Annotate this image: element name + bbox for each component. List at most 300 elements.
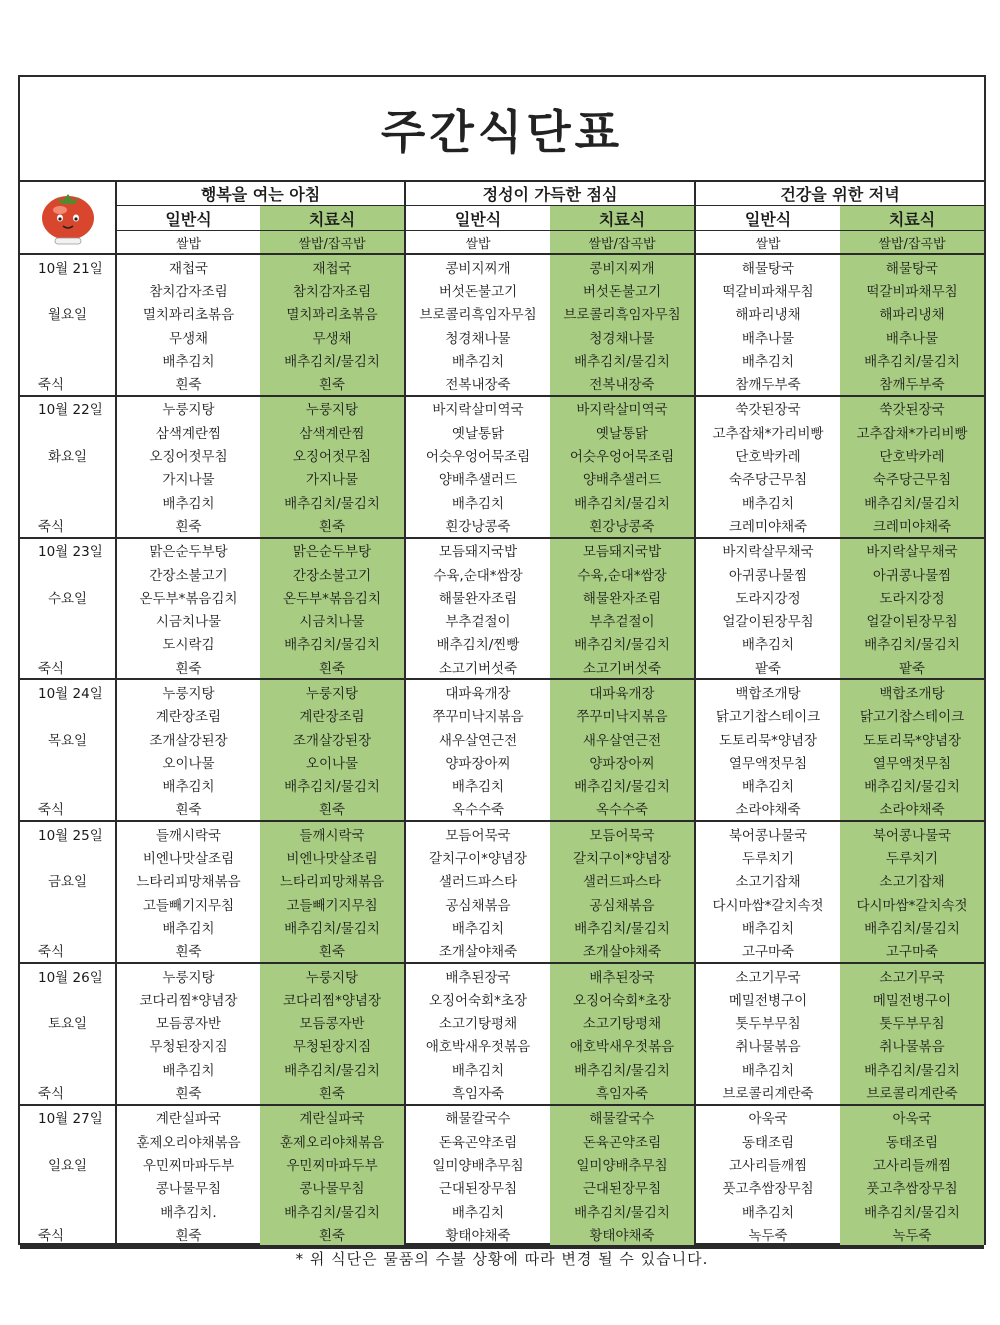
porridge-label: 죽식 <box>20 939 116 963</box>
breakfast-normal-dish: 배추김치 <box>116 774 260 797</box>
dinner-normal-dish: 배추김치 <box>695 348 840 371</box>
day-date: 10월 26일 <box>38 969 103 986</box>
dinner-therapy-dish: 참깨두부죽 <box>840 371 984 395</box>
breakfast-therapy-dish: 콩나물무침 <box>260 1176 405 1199</box>
lunch-normal-dish: 새우살연근전 <box>405 727 550 750</box>
dinner-therapy-dish: 팥죽 <box>840 655 984 679</box>
dinner-normal-dish: 고구마죽 <box>695 939 840 963</box>
menu-row <box>20 987 984 1010</box>
menu-row <box>20 632 984 655</box>
dinner-therapy-header: 치료식 <box>840 206 984 231</box>
lunch-therapy-dish: 새우살연근전 <box>550 727 695 750</box>
lunch-therapy-dish: 배추김치/물김치 <box>550 774 695 797</box>
lunch-normal-dish: 소고기버섯죽 <box>405 655 550 679</box>
dinner-normal-dish: 소고기무국 <box>695 963 840 987</box>
breakfast-therapy-dish: 삼색계란찜 <box>260 420 405 443</box>
day-label-empty <box>20 1057 116 1080</box>
day-weekday: 월요일 <box>47 307 88 324</box>
day-label-empty <box>20 987 116 1010</box>
breakfast-normal-dish: 비엔나맛살조림 <box>116 845 260 868</box>
lunch-normal-dish: 애호박새우젓볶음 <box>405 1034 550 1057</box>
lunch-therapy-dish: 소고기탕평채 <box>550 1011 695 1034</box>
breakfast-normal-dish: 가지나물 <box>116 467 260 490</box>
breakfast-normal-dish: 무생채 <box>116 325 260 348</box>
lunch-normal-dish: 조개살야채죽 <box>405 939 550 963</box>
dinner-normal-dish: 바지락살무채국 <box>695 538 840 562</box>
breakfast-normal-dish: 코다리찜*양념장 <box>116 987 260 1010</box>
dinner-normal-dish: 다시마쌈*갈치속젓 <box>695 892 840 915</box>
breakfast-normal-dish: 간장소불고기 <box>116 562 260 585</box>
dinner-therapy-dish: 풋고추쌈장무침 <box>840 1176 984 1199</box>
lunch-therapy-dish: 근대된장무침 <box>550 1176 695 1199</box>
breakfast-normal-dish: 느타리피망채볶음 <box>116 869 260 892</box>
day-weekday: 수요일 <box>47 590 88 607</box>
tomato-mascot-icon <box>33 186 103 246</box>
dinner-therapy-dish: 배추김치/물김치 <box>840 1199 984 1222</box>
menu-row <box>20 254 984 278</box>
day-label-empty <box>20 1176 116 1199</box>
day-date: 10월 22일 <box>38 402 103 419</box>
dinner-normal-dish: 배추김치 <box>695 1057 840 1080</box>
day-label-empty <box>20 1199 116 1222</box>
dinner-normal-dish: 닭고기찹스테이크 <box>695 704 840 727</box>
lunch-header: 정성이 가득한 점심 <box>405 182 695 206</box>
breakfast-therapy-dish: 재첩국 <box>260 254 405 278</box>
lunch-therapy-dish: 일미양배추무침 <box>550 1152 695 1175</box>
lunch-normal-dish: 배추김치 <box>405 774 550 797</box>
menu-row <box>20 1057 984 1080</box>
lunch-therapy-dish: 양파장아찌 <box>550 750 695 773</box>
breakfast-therapy-dish: 누룽지탕 <box>260 963 405 987</box>
day-date: 10월 23일 <box>38 544 103 561</box>
breakfast-therapy-dish: 가지나물 <box>260 467 405 490</box>
day-label-empty <box>20 348 116 371</box>
day-weekday: 금요일 <box>47 874 88 891</box>
lunch-normal-dish: 배추김치 <box>405 1057 550 1080</box>
porridge-label: 죽식 <box>20 513 116 537</box>
lunch-normal-dish: 흑임자죽 <box>405 1080 550 1104</box>
dinner-normal-dish: 소라야채죽 <box>695 797 840 821</box>
day-label-empty <box>20 1129 116 1152</box>
breakfast-normal-dish: 조개살강된장 <box>116 727 260 750</box>
breakfast-therapy-dish: 흰죽 <box>260 513 405 537</box>
breakfast-normal-dish: 재첩국 <box>116 254 260 278</box>
day-label-empty <box>20 420 116 443</box>
breakfast-therapy-dish: 누룽지탕 <box>260 396 405 420</box>
breakfast-normal-dish: 맑은순두부탕 <box>116 538 260 562</box>
menu-row <box>20 538 984 562</box>
porridge-label: 죽식 <box>20 371 116 395</box>
dinner-normal-dish: 배추김치 <box>695 632 840 655</box>
menu-row <box>20 1034 984 1057</box>
day-label-empty <box>20 278 116 301</box>
lunch-therapy-dish: 어슷우엉어묵조림 <box>550 443 695 466</box>
lunch-normal-dish: 어슷우엉어묵조림 <box>405 443 550 466</box>
menu-row <box>20 845 984 868</box>
dinner-therapy-dish: 아귀콩나물찜 <box>840 562 984 585</box>
breakfast-therapy-dish: 모듬콩자반 <box>260 1011 405 1034</box>
menu-row <box>20 704 984 727</box>
dinner-therapy-dish: 동태조림 <box>840 1129 984 1152</box>
breakfast-normal-dish: 콩나물무침 <box>116 1176 260 1199</box>
menu-row <box>20 1011 984 1034</box>
lunch-therapy-dish: 배추김치/물김치 <box>550 915 695 938</box>
dinner-therapy-dish: 북어콩나물국 <box>840 821 984 845</box>
dinner-normal-dish: 도토리묵*양념장 <box>695 727 840 750</box>
breakfast-therapy-dish: 배추김치/물김치 <box>260 1057 405 1080</box>
dinner-normal-dish: 참깨두부죽 <box>695 371 840 395</box>
dinner-normal-dish: 백합조개탕 <box>695 679 840 703</box>
footer-note: * 위 식단은 물품의 수불 상황에 따라 변경 될 수 있습니다. <box>20 1247 984 1269</box>
lunch-therapy-dish: 배추김치/물김치 <box>550 1199 695 1222</box>
dinner-therapy-dish: 쑥갓된장국 <box>840 396 984 420</box>
day-label-empty <box>20 490 116 513</box>
lunch-therapy-dish: 대파육개장 <box>550 679 695 703</box>
breakfast-therapy-dish: 간장소불고기 <box>260 562 405 585</box>
dinner-normal-dish: 해파리냉채 <box>695 302 840 325</box>
lunch-therapy-dish: 쭈꾸미낙지볶음 <box>550 704 695 727</box>
breakfast-normal-dish: 배추김치 <box>116 1057 260 1080</box>
lunch-therapy-dish: 해물칼국수 <box>550 1105 695 1129</box>
dinner-normal-dish: 얼갈이된장무침 <box>695 608 840 631</box>
lunch-normal-dish: 일미양배추무침 <box>405 1152 550 1175</box>
breakfast-therapy-dish: 고들빼기지무침 <box>260 892 405 915</box>
lunch-therapy-dish: 갈치구이*양념장 <box>550 845 695 868</box>
dinner-therapy-dish: 해파리냉채 <box>840 302 984 325</box>
dinner-therapy-dish: 배추김치/물김치 <box>840 490 984 513</box>
lunch-normal-dish: 모듬돼지국밥 <box>405 538 550 562</box>
dinner-therapy-dish: 배추나물 <box>840 325 984 348</box>
menu-row <box>20 750 984 773</box>
lunch-normal-dish: 모듬어묵국 <box>405 821 550 845</box>
day-label-empty <box>20 892 116 915</box>
breakfast-normal-dish: 누룽지탕 <box>116 396 260 420</box>
dinner-normal-dish: 해물탕국 <box>695 254 840 278</box>
dinner-therapy-dish: 녹두죽 <box>840 1222 984 1246</box>
breakfast-normal-dish: 시금치나물 <box>116 608 260 631</box>
dinner-therapy-dish: 아욱국 <box>840 1105 984 1129</box>
menu-row <box>20 939 984 963</box>
dinner-therapy-dish: 배추김치/물김치 <box>840 774 984 797</box>
lunch-normal-dish: 전복내장죽 <box>405 371 550 395</box>
breakfast-normal-dish: 흰죽 <box>116 371 260 395</box>
day-label-empty <box>20 845 116 868</box>
dinner-normal-dish: 아귀콩나물찜 <box>695 562 840 585</box>
breakfast-normal-dish: 오이나물 <box>116 750 260 773</box>
day-label-empty <box>20 632 116 655</box>
dinner-normal-dish: 배추김치 <box>695 915 840 938</box>
breakfast-therapy-header: 치료식 <box>260 206 405 231</box>
menu-row <box>20 371 984 395</box>
breakfast-normal-header: 일반식 <box>116 206 260 231</box>
lunch-normal-dish: 배추김치 <box>405 348 550 371</box>
lunch-normal-dish: 콩비지찌개 <box>405 254 550 278</box>
lunch-therapy-dish: 부추겉절이 <box>550 608 695 631</box>
menu-row <box>20 774 984 797</box>
dinner-normal-dish: 소고기잡채 <box>695 869 840 892</box>
lunch-normal-dish: 흰강낭콩죽 <box>405 513 550 537</box>
breakfast-normal-dish: 모듬콩자반 <box>116 1011 260 1034</box>
dinner-normal-dish: 팥죽 <box>695 655 840 679</box>
dinner-therapy-dish: 바지락살무채국 <box>840 538 984 562</box>
breakfast-normal-dish: 고들빼기지무침 <box>116 892 260 915</box>
weekly-menu-sheet <box>18 75 986 1269</box>
dinner-therapy-dish: 메밀전병구이 <box>840 987 984 1010</box>
diet-kind-row <box>20 206 984 231</box>
lunch-normal-dish: 수육,순대*쌈장 <box>405 562 550 585</box>
lunch-normal-dish: 공심채볶음 <box>405 892 550 915</box>
day-date: 10월 21일 <box>38 260 103 277</box>
lunch-normal-dish: 배추김치 <box>405 490 550 513</box>
menu-row <box>20 490 984 513</box>
lunch-therapy-dish: 배추김치/물김치 <box>550 1057 695 1080</box>
breakfast-therapy-dish: 오징어젓무침 <box>260 443 405 466</box>
dinner-normal-dish: 아욱국 <box>695 1105 840 1129</box>
menu-row <box>20 396 984 420</box>
dinner-therapy-dish: 고구마죽 <box>840 939 984 963</box>
breakfast-normal-dish: 우민찌마파두부 <box>116 1152 260 1175</box>
menu-row <box>20 1199 984 1222</box>
breakfast-normal-dish: 흰죽 <box>116 939 260 963</box>
lunch-normal-dish: 옛날통닭 <box>405 420 550 443</box>
dinner-normal-dish: 동태조림 <box>695 1129 840 1152</box>
menu-row <box>20 963 984 987</box>
dinner-normal-dish: 떡갈비파채무침 <box>695 278 840 301</box>
menu-row <box>20 1152 984 1175</box>
lunch-normal-dish: 돈육곤약조림 <box>405 1129 550 1152</box>
dinner-therapy-dish: 숙주당근무침 <box>840 467 984 490</box>
porridge-label: 죽식 <box>20 1222 116 1246</box>
breakfast-normal-dish: 흰죽 <box>116 797 260 821</box>
dinner-therapy-dish: 단호박카레 <box>840 443 984 466</box>
breakfast-therapy-dish: 들깨시락국 <box>260 821 405 845</box>
porridge-label: 죽식 <box>20 1080 116 1104</box>
lunch-normal-dish: 부추겉절이 <box>405 608 550 631</box>
breakfast-therapy-dish: 배추김치/물김치 <box>260 348 405 371</box>
menu-row <box>20 679 984 703</box>
day-weekday: 화요일 <box>47 449 88 466</box>
dinner-therapy-dish: 두루치기 <box>840 845 984 868</box>
menu-row <box>20 1222 984 1246</box>
breakfast-therapy-dish: 계란실파국 <box>260 1105 405 1129</box>
menu-row <box>20 325 984 348</box>
dinner-normal-dish: 단호박카레 <box>695 443 840 466</box>
lunch-therapy-dish: 황태야채죽 <box>550 1222 695 1246</box>
page-title: 주간식단표 <box>380 104 624 159</box>
breakfast-therapy-dish: 맑은순두부탕 <box>260 538 405 562</box>
lunch-normal-dish: 소고기탕평채 <box>405 1011 550 1034</box>
breakfast-therapy-dish: 무청된장지짐 <box>260 1034 405 1057</box>
menu-row <box>20 727 984 750</box>
dinner-normal-header: 일반식 <box>695 206 840 231</box>
breakfast-normal-dish: 배추김치 <box>116 915 260 938</box>
lunch-therapy-dish: 청경채나물 <box>550 325 695 348</box>
breakfast-therapy-dish: 흰죽 <box>260 1222 405 1246</box>
menu-row <box>20 1176 984 1199</box>
breakfast-therapy-dish: 온두부*볶음김치 <box>260 585 405 608</box>
breakfast-normal-dish: 도시락김 <box>116 632 260 655</box>
day-label-empty <box>20 467 116 490</box>
dinner-therapy-rice: 쌀밥/잡곡밥 <box>840 231 984 255</box>
breakfast-normal-dish: 계란장조림 <box>116 704 260 727</box>
menu-row <box>20 585 984 608</box>
breakfast-therapy-rice: 쌀밥/잡곡밥 <box>260 231 405 255</box>
day-label-empty <box>20 915 116 938</box>
dinner-normal-dish: 북어콩나물국 <box>695 821 840 845</box>
dinner-therapy-dish: 다시마쌈*갈치속젓 <box>840 892 984 915</box>
porridge-label: 죽식 <box>20 655 116 679</box>
dinner-therapy-dish: 닭고기찹스테이크 <box>840 704 984 727</box>
dinner-therapy-dish: 고추잡채*가리비빵 <box>840 420 984 443</box>
menu-row <box>20 420 984 443</box>
breakfast-normal-dish: 훈제오리야채볶음 <box>116 1129 260 1152</box>
menu-row <box>20 278 984 301</box>
menu-row <box>20 655 984 679</box>
breakfast-normal-rice: 쌀밥 <box>116 231 260 255</box>
breakfast-normal-dish: 배추김치. <box>116 1199 260 1222</box>
lunch-therapy-dish: 흑임자죽 <box>550 1080 695 1104</box>
breakfast-normal-dish: 흰죽 <box>116 513 260 537</box>
breakfast-therapy-dish: 코다리찜*양념장 <box>260 987 405 1010</box>
day-date: 10월 24일 <box>38 685 103 702</box>
lunch-normal-dish: 브로콜리흑임자무침 <box>405 302 550 325</box>
day-weekday: 토요일 <box>47 1016 88 1033</box>
breakfast-therapy-dish: 우민찌마파두부 <box>260 1152 405 1175</box>
lunch-therapy-dish: 애호박새우젓볶음 <box>550 1034 695 1057</box>
lunch-normal-dish: 배추된장국 <box>405 963 550 987</box>
lunch-therapy-dish: 수육,순대*쌈장 <box>550 562 695 585</box>
dinner-therapy-dish: 얼갈이된장무침 <box>840 608 984 631</box>
dinner-normal-rice: 쌀밥 <box>695 231 840 255</box>
lunch-normal-dish: 해물칼국수 <box>405 1105 550 1129</box>
lunch-therapy-header: 치료식 <box>550 206 695 231</box>
lunch-normal-dish: 해물완자조림 <box>405 585 550 608</box>
menu-row <box>20 797 984 821</box>
dinner-normal-dish: 도라지강정 <box>695 585 840 608</box>
lunch-therapy-dish: 샐러드파스타 <box>550 869 695 892</box>
breakfast-therapy-dish: 흰죽 <box>260 939 405 963</box>
dinner-therapy-dish: 떡갈비파채무침 <box>840 278 984 301</box>
porridge-label: 죽식 <box>20 797 116 821</box>
day-label-empty <box>20 750 116 773</box>
breakfast-therapy-dish: 참치감자조림 <box>260 278 405 301</box>
lunch-therapy-dish: 양배추샐러드 <box>550 467 695 490</box>
lunch-therapy-dish: 브로콜리흑임자무침 <box>550 302 695 325</box>
menu-row <box>20 513 984 537</box>
breakfast-normal-dish: 누룽지탕 <box>116 963 260 987</box>
breakfast-normal-dish: 흰죽 <box>116 1080 260 1104</box>
staple-rice-row <box>20 231 984 255</box>
day-label-empty <box>20 704 116 727</box>
dinner-therapy-dish: 열무액젓무침 <box>840 750 984 773</box>
lunch-normal-dish: 갈치구이*양념장 <box>405 845 550 868</box>
dinner-normal-dish: 배추김치 <box>695 1199 840 1222</box>
dinner-therapy-dish: 소고기무국 <box>840 963 984 987</box>
dinner-normal-dish: 크레미야채죽 <box>695 513 840 537</box>
breakfast-normal-dish: 들깨시락국 <box>116 821 260 845</box>
dinner-therapy-dish: 톳두부무침 <box>840 1011 984 1034</box>
lunch-therapy-dish: 모듬어묵국 <box>550 821 695 845</box>
dinner-therapy-dish: 배추김치/물김치 <box>840 348 984 371</box>
breakfast-normal-dish: 온두부*볶음김치 <box>116 585 260 608</box>
lunch-normal-dish: 양파장아찌 <box>405 750 550 773</box>
dinner-therapy-dish: 취나물볶음 <box>840 1034 984 1057</box>
lunch-normal-dish: 황태야채죽 <box>405 1222 550 1246</box>
breakfast-therapy-dish: 오이나물 <box>260 750 405 773</box>
meal-header-row <box>20 182 984 206</box>
dinner-normal-dish: 풋고추쌈장무침 <box>695 1176 840 1199</box>
breakfast-therapy-dish: 흰죽 <box>260 1080 405 1104</box>
dinner-normal-dish: 배추김치 <box>695 490 840 513</box>
lunch-therapy-dish: 콩비지찌개 <box>550 254 695 278</box>
lunch-therapy-dish: 소고기버섯죽 <box>550 655 695 679</box>
menu-row <box>20 443 984 466</box>
breakfast-normal-dish: 오징어젓무침 <box>116 443 260 466</box>
menu-row <box>20 1105 984 1129</box>
dinner-therapy-dish: 배추김치/물김치 <box>840 1057 984 1080</box>
dinner-normal-dish: 숙주당근무침 <box>695 467 840 490</box>
breakfast-normal-dish: 삼색계란찜 <box>116 420 260 443</box>
breakfast-therapy-dish: 훈제오리야채볶음 <box>260 1129 405 1152</box>
dinner-therapy-dish: 고사리들깨찜 <box>840 1152 984 1175</box>
dinner-normal-dish: 메밀전병구이 <box>695 987 840 1010</box>
dinner-normal-dish: 배추나물 <box>695 325 840 348</box>
menu-table <box>20 182 984 1247</box>
lunch-therapy-rice: 쌀밥/잡곡밥 <box>550 231 695 255</box>
dinner-normal-dish: 톳두부무침 <box>695 1011 840 1034</box>
breakfast-therapy-dish: 멸치꽈리초볶음 <box>260 302 405 325</box>
lunch-normal-dish: 오징어숙회*초장 <box>405 987 550 1010</box>
lunch-therapy-dish: 배추된장국 <box>550 963 695 987</box>
breakfast-therapy-dish: 느타리피망채볶음 <box>260 869 405 892</box>
lunch-therapy-dish: 공심채볶음 <box>550 892 695 915</box>
lunch-therapy-dish: 옛날통닭 <box>550 420 695 443</box>
dinner-therapy-dish: 도토리묵*양념장 <box>840 727 984 750</box>
mascot-logo <box>20 182 116 254</box>
lunch-therapy-dish: 전복내장죽 <box>550 371 695 395</box>
breakfast-normal-dish: 배추김치 <box>116 348 260 371</box>
dinner-normal-dish: 배추김치 <box>695 774 840 797</box>
dinner-normal-dish: 브로콜리계란죽 <box>695 1080 840 1104</box>
lunch-therapy-dish: 조개살야채죽 <box>550 939 695 963</box>
lunch-normal-dish: 쭈꾸미낙지볶음 <box>405 704 550 727</box>
lunch-normal-rice: 쌀밥 <box>405 231 550 255</box>
dinner-therapy-dish: 도라지강정 <box>840 585 984 608</box>
day-label-empty <box>20 325 116 348</box>
breakfast-therapy-dish: 흰죽 <box>260 797 405 821</box>
breakfast-normal-dish: 흰죽 <box>116 1222 260 1246</box>
lunch-therapy-dish: 배추김치/물김치 <box>550 490 695 513</box>
menu-row <box>20 467 984 490</box>
breakfast-therapy-dish: 흰죽 <box>260 655 405 679</box>
breakfast-normal-dish: 흰죽 <box>116 655 260 679</box>
breakfast-normal-dish: 멸치꽈리초볶음 <box>116 302 260 325</box>
menu-body <box>20 254 984 1246</box>
title-box <box>20 77 984 182</box>
breakfast-therapy-dish: 배추김치/물김치 <box>260 774 405 797</box>
breakfast-header: 행복을 여는 아침 <box>116 182 405 206</box>
dinner-therapy-dish: 소고기잡채 <box>840 869 984 892</box>
breakfast-normal-dish: 무청된장지짐 <box>116 1034 260 1057</box>
dinner-header: 건강을 위한 저녁 <box>695 182 984 206</box>
day-label-empty <box>20 608 116 631</box>
lunch-normal-dish: 옥수수죽 <box>405 797 550 821</box>
lunch-therapy-dish: 버섯돈불고기 <box>550 278 695 301</box>
dinner-normal-dish: 고사리들깨찜 <box>695 1152 840 1175</box>
lunch-therapy-dish: 흰강낭콩죽 <box>550 513 695 537</box>
breakfast-therapy-dish: 누룽지탕 <box>260 679 405 703</box>
menu-row <box>20 1080 984 1104</box>
